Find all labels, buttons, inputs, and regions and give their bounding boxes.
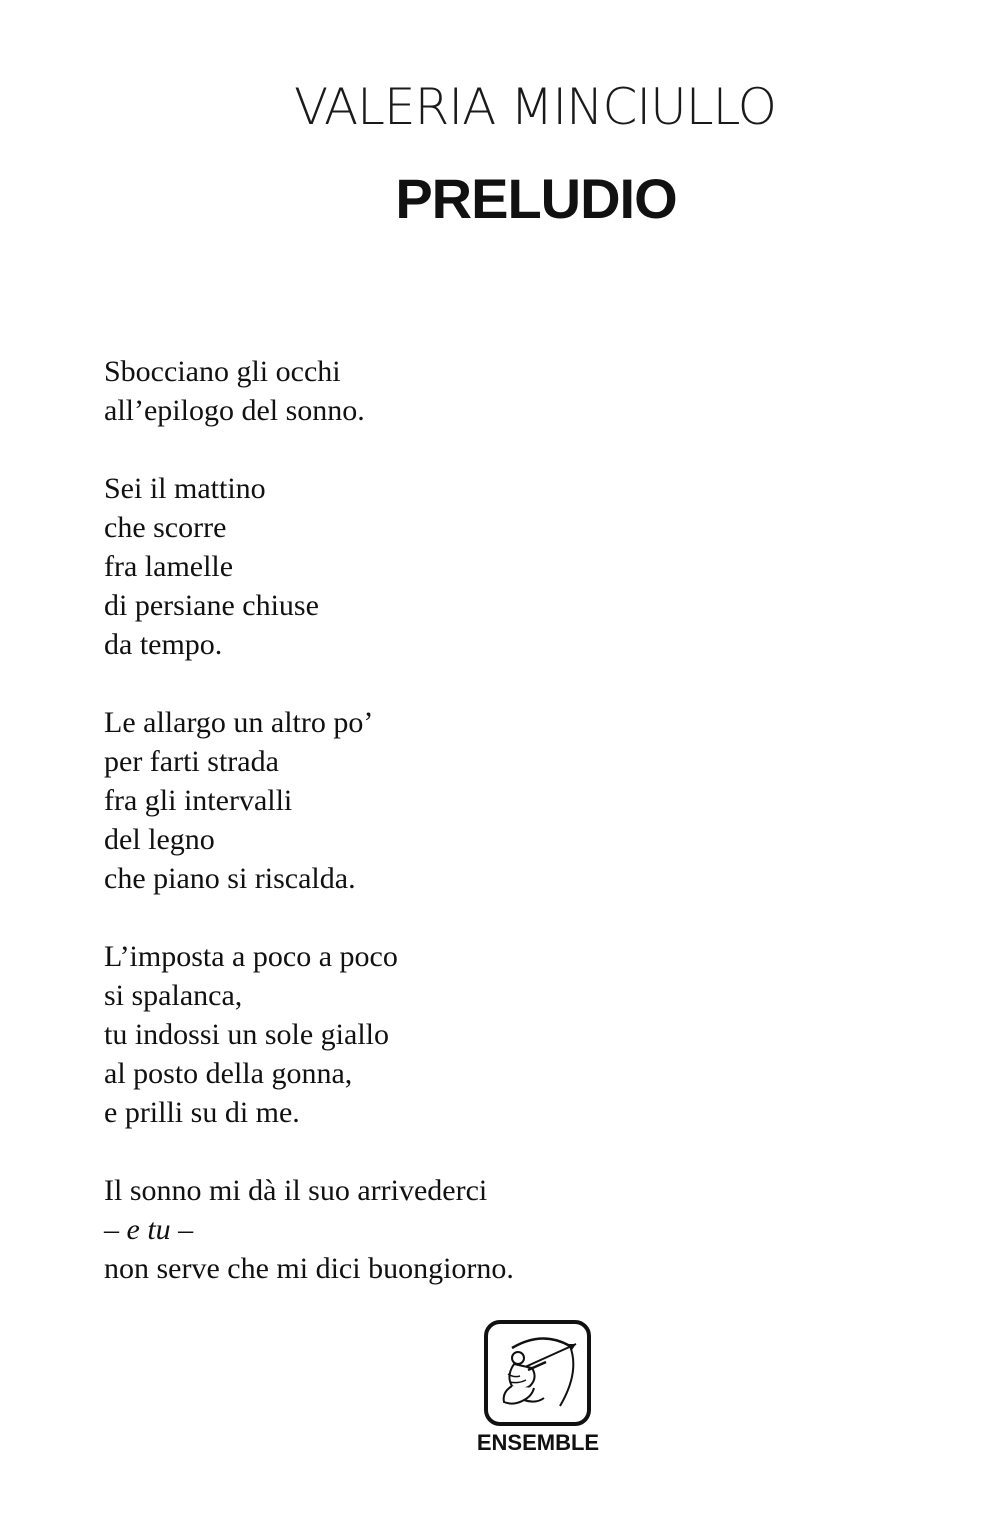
poem-body bbox=[104, 352, 704, 1288]
publisher-name: ENSEMBLE bbox=[476, 1430, 600, 1455]
poem-line: L’imposta a poco a poco bbox=[104, 940, 398, 973]
poem-line: da tempo. bbox=[104, 628, 223, 661]
archer-emblem-icon bbox=[484, 1320, 591, 1426]
poem-line: non serve che mi dici buongiorno. bbox=[104, 1252, 514, 1285]
publisher-logo bbox=[484, 1320, 591, 1426]
poem-line: al posto della gonna, bbox=[104, 1057, 353, 1090]
poem-line: Le allargo un altro po’ bbox=[104, 706, 374, 739]
poem-line: all’epilogo del sonno. bbox=[104, 394, 365, 427]
poem-line: Sei il mattino bbox=[104, 472, 266, 505]
poem-line: Il sonno mi dà il suo arrivederci bbox=[104, 1174, 488, 1207]
poem-line: fra gli intervalli bbox=[104, 784, 293, 817]
stanza-2 bbox=[104, 469, 704, 664]
poem-title: PRELUDIO bbox=[395, 167, 677, 230]
poem-line: – e tu – bbox=[104, 1213, 194, 1246]
poem-line: e prilli su di me. bbox=[104, 1096, 300, 1129]
stanza-1 bbox=[104, 352, 704, 430]
poem-line: si spalanca, bbox=[104, 979, 243, 1012]
stanza-3 bbox=[104, 703, 704, 898]
poem-line: di persiane chiuse bbox=[104, 589, 319, 622]
poem-line: Sbocciano gli occhi bbox=[104, 355, 341, 388]
poem-line: che scorre bbox=[104, 511, 227, 544]
poem-line: fra lamelle bbox=[104, 550, 234, 583]
poem-line: che piano si riscalda. bbox=[104, 862, 356, 895]
poem-line: del legno bbox=[104, 823, 215, 856]
poem-line: per farti strada bbox=[104, 745, 279, 778]
author-name: VALERIA MINCIULLO bbox=[293, 78, 777, 136]
poem-line: tu indossi un sole giallo bbox=[104, 1018, 389, 1051]
stanza-5 bbox=[104, 1171, 704, 1288]
stanza-4 bbox=[104, 937, 704, 1132]
